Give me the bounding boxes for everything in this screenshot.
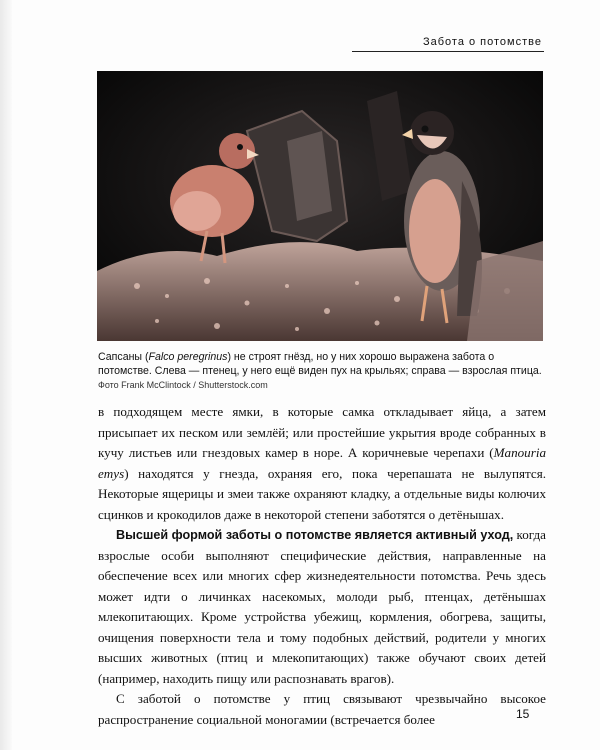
caption-latin-name: Falco peregrinus (148, 351, 228, 363)
falcon-photo-illustration (97, 71, 543, 341)
falcon-photo (97, 71, 543, 341)
page-gutter (0, 0, 12, 750)
paragraph-3: С заботой о потомстве у птиц связывают чрезвычайно высокое распространение социальной моногамии (встречается более (98, 691, 546, 727)
paragraph-1-part-b: ) находятся у гнезда, охраняя его, пока черепашата не вылупятся. Некоторые ящерицы и змеи также охраняют кладку, а отдельные виды колючих сцинков и крокодилов даже в некоторой степени заботятся о детёнышах. (98, 465, 546, 522)
paragraph-2 (98, 525, 546, 689)
header-rule (352, 51, 544, 52)
photo-credit: Фото Frank McClintock / Shutterstock.com (98, 380, 268, 390)
page-number: 15 (516, 707, 530, 721)
body-text (98, 402, 546, 730)
caption-text-end: ) не строят гнёзд, но у них хорошо выражена забота о потомстве. Слева — птенец, у него ещё виден пух на крыльях; справа — взрослая птица. (98, 351, 542, 377)
paragraph-1-part-a: в подходящем месте ямки, в которые самка откладывает яйца, а затем присыпает их песком или землёй; или простейшие укрытия вроде собранных в кучу листьев или гнездовых камер в норе. А коричневые черепахи ( (98, 404, 546, 460)
paragraph-1-latin-name: Manouria emys (98, 445, 546, 481)
caption-text-start: Сапсаны ( (98, 351, 149, 363)
figure-caption (98, 350, 544, 392)
paragraph-1 (98, 402, 546, 525)
paragraph-2-rest: когда взрослые особи выполняют специфические действия, направленные на обеспечение всех или многих сфер жизнедеятельности потомства. Речь здесь может идти о личинках насекомых, молоди рыб, птенцах, детёнышах млекопитающих. Кроме устройства убежищ, кормления, обогрева, защиты, очищения поверхности тела и тому подобных действий, родители у многих высших животных (птиц и млекопитающих) также обучают своих детей (например, находить пищу или распознавать врагов). (98, 527, 546, 686)
paragraph-2-bold-lead: Высшей формой заботы о потомстве является активный уход, (116, 528, 514, 542)
running-head: Забота о потомстве (422, 36, 542, 48)
